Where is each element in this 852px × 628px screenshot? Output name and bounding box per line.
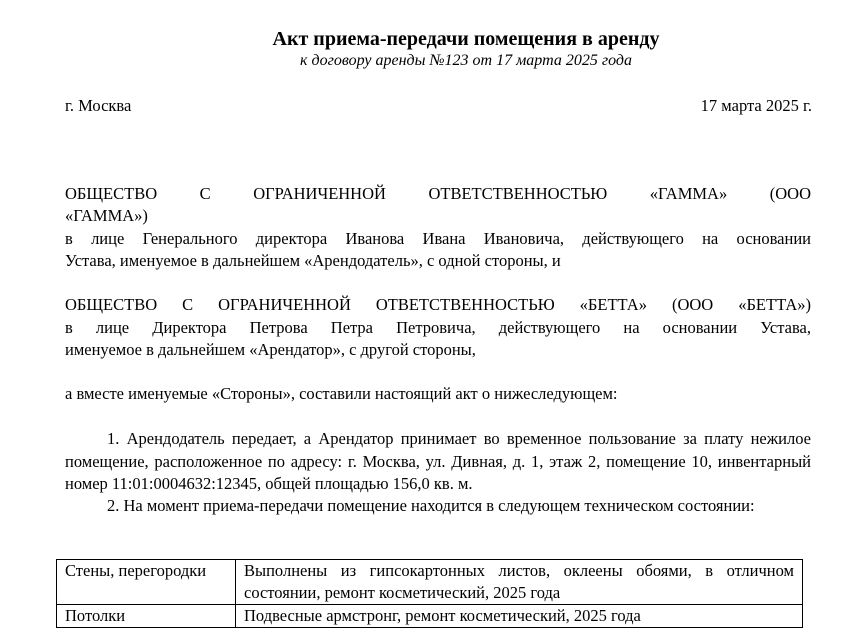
tenant-representative-line1: в лице Директора Петрова Петра Петровича, действующего на основании Устава, — [65, 318, 811, 337]
parties-together: а вместе именуемые «Стороны», составили настоящий акт о нижеследующем: — [65, 384, 618, 403]
clause-2: 2. На момент приема-передачи помещение находится в следующем техническом состоянии: — [107, 496, 755, 515]
landlord-representative-line2: Устава, именуемое в дальнейшем «Арендодатель», с одной стороны, и — [65, 251, 561, 270]
condition-table — [56, 559, 803, 628]
landlord-name-line1: ОБЩЕСТВО С ОГРАНИЧЕННОЙ ОТВЕТСТВЕННОСТЬЮ «ГАММА» (ООО — [65, 184, 811, 203]
element-cell: Потолки — [57, 605, 236, 628]
description-cell: Подвесные армстронг, ремонт косметический, 2025 года — [236, 605, 803, 628]
clause-1: 1. Арендодатель передает, а Арендатор принимает во временное пользование за плату нежилое помещение, расположенное по адресу: г. Москва, ул. Дивная, д. 1, этаж 2, помещение 10, инвентарный номер 11:01:0004632:12345, общей площадью 156,0 кв. м. — [65, 429, 811, 493]
landlord-representative-line1: в лице Генерального директора Иванова Ивана Ивановича, действующего на основании — [65, 229, 811, 248]
document-date: 17 марта 2025 г. — [700, 96, 812, 115]
tenant-representative-line2: именуемое в дальнейшем «Арендатор», с другой стороны, — [65, 340, 476, 359]
element-cell: Стены, перегородки — [57, 560, 236, 605]
city: г. Москва — [65, 96, 132, 115]
tenant-name: ОБЩЕСТВО С ОГРАНИЧЕННОЙ ОТВЕТСТВЕННОСТЬЮ «БЕТТА» (ООО «БЕТТА») — [65, 295, 811, 314]
document-title: Акт приема-передачи помещения в аренду — [272, 28, 660, 50]
table-row — [57, 605, 803, 628]
document-subtitle: к договору аренды №123 от 17 марта 2025 года — [300, 52, 632, 69]
landlord-name-line2: «ГАММА») — [65, 206, 148, 225]
table-row — [57, 560, 803, 605]
description-cell: Выполнены из гипсокартонных листов, оклеены обоями, в отличном состоянии, ремонт косметический, 2025 года — [236, 560, 803, 605]
